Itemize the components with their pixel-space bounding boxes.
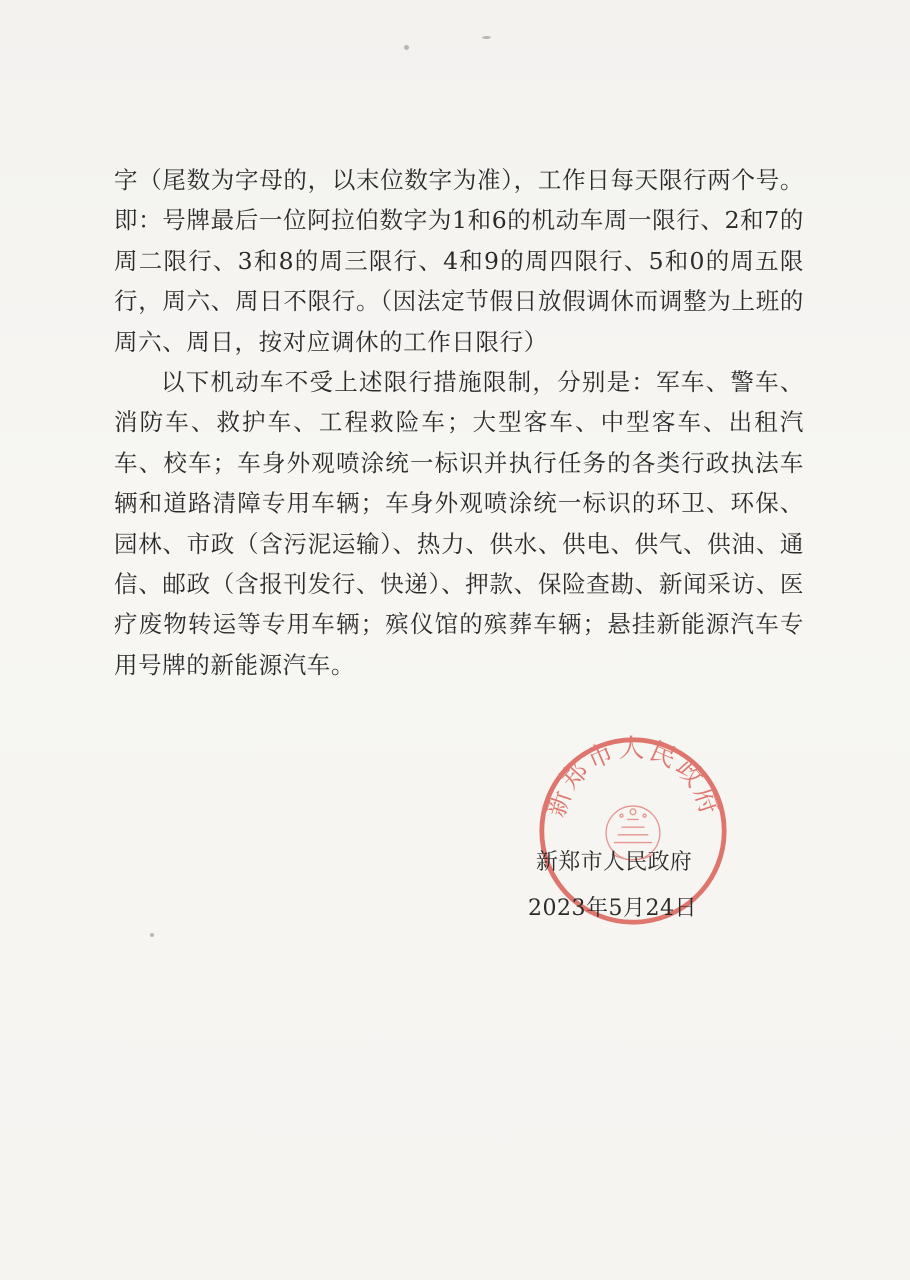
scan-speck (404, 45, 409, 50)
paragraph-exempt-vehicles: 以下机动车不受上述限行措施限制，分别是：军车、警车、消防车、救护车、工程救险车；大型客车、中型客车、出租汽车、校车；车身外观喷涂统一标识并执行任务的各类行政执法车辆和道路清障专用车辆；车身外观喷涂统一标识的环卫、环保、园林、市政（含污泥运输）、热力、供水、供电、供气、供油、通信、邮政（含报刊发行、快递）、押款、保险查勘、新闻采访、医疗废物转运等专用车辆；殡仪馆的殡葬车辆；悬挂新能源汽车专用号牌的新能源汽车。 (114, 368, 804, 679)
document-body (114, 160, 804, 685)
paragraph-restriction-schedule: 字（尾数为字母的，以末位数字为准），工作日每天限行两个号。即：号牌最后一位阿拉伯数字为1和6的机动车周一限行、2和7的周二限行、3和8的周三限行、4和9的周四限行、5和0的周五限行，周六、周日不限行。（因法定节假日放假调休而调整为上班的周六、周日，按对应调休的工作日限行） (114, 166, 804, 356)
issue-date: 2023年5月24日 (528, 896, 697, 921)
issuer-signature: 新郑市人民政府 (536, 850, 693, 875)
scan-speck (482, 36, 491, 39)
svg-text:新郑市人民政府: 新郑市人民政府 (540, 735, 726, 821)
scan-speck (150, 933, 154, 937)
